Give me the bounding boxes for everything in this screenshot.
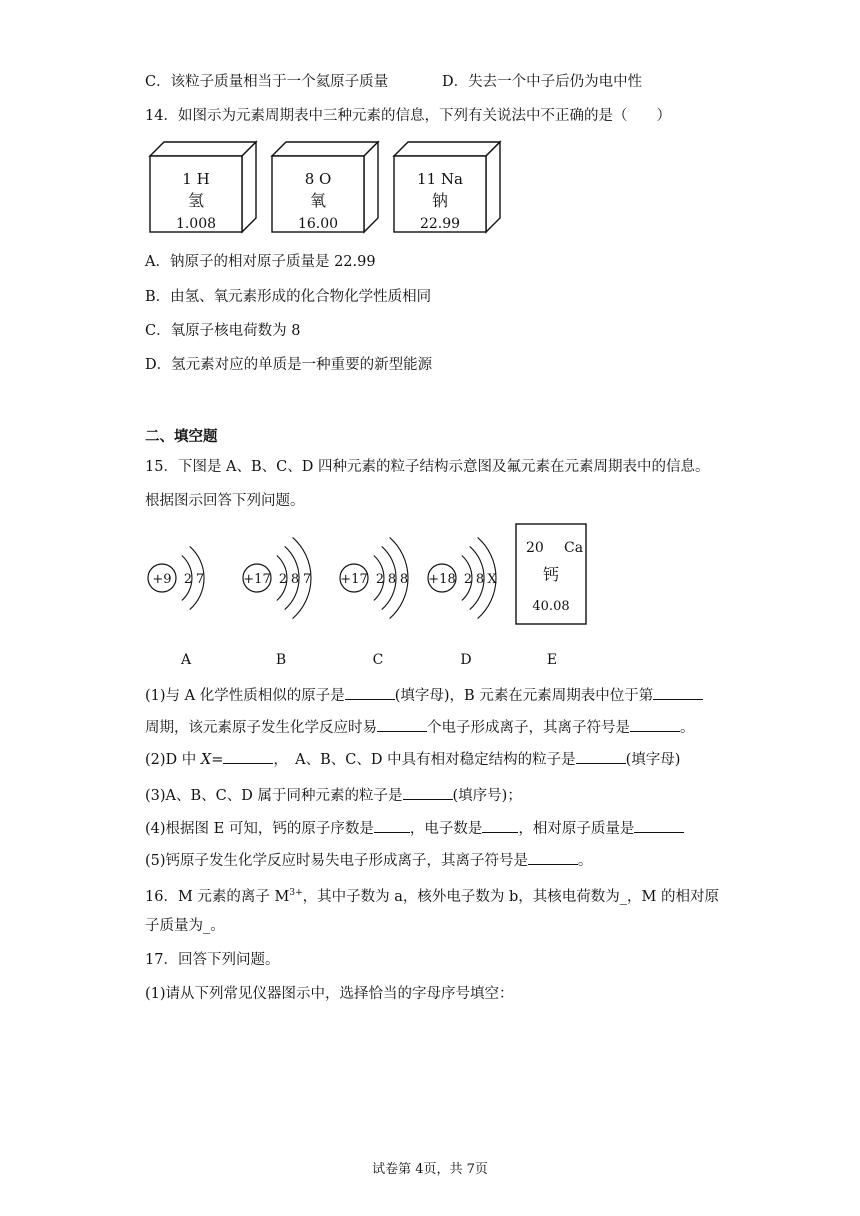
q13-option-d: D．失去一个中子后仍为电中性 [442, 74, 643, 90]
answer-blank[interactable] [403, 785, 453, 800]
q17-stem: 17．回答下列问题。 [145, 952, 280, 968]
answer-blank[interactable] [345, 685, 395, 700]
card-top-face [394, 142, 500, 156]
q15-part-4: (4)根据图 E 可知，钙的原子序数是 ，电子数是 ，相对原子质量是 [145, 818, 684, 839]
q14-option-d: D．氢元素对应的单质是一种重要的新型能源 [145, 357, 433, 373]
q15-part-3: (3)A、B、C、D 属于同种元素的粒子是 (填序号)； [145, 785, 522, 806]
answer-blank[interactable] [653, 685, 703, 700]
answer-blank[interactable] [377, 717, 427, 732]
element-card [394, 142, 500, 232]
element-name: 钠 [431, 191, 449, 210]
shell-electron-count: 2 [463, 572, 473, 587]
shell-electron-count: 8 [290, 572, 300, 587]
shell-electron-count: 7 [302, 572, 312, 587]
shell-electron-count: 7 [195, 572, 205, 587]
card-side-face [486, 142, 500, 232]
q15-part-1-line-2: 周期，该元素原子发生化学反应时易 个电子形成离子，其离子符号是 。 [145, 717, 695, 738]
element-mass: 16.00 [297, 216, 339, 232]
diagram-label: B [275, 652, 287, 668]
q14-option-b: B．由氢、氧元素形成的化合物化学性质相同 [145, 289, 432, 305]
element-number: 20 [526, 540, 544, 556]
card-top-face [272, 142, 378, 156]
q16-line-2: 子质量为_。 [145, 918, 225, 934]
nucleus-charge: +17 [340, 572, 368, 587]
atom-diagram [428, 537, 497, 668]
answer-blank[interactable] [528, 850, 578, 865]
atom-diagram [243, 537, 311, 668]
element-card-e [516, 524, 586, 668]
shell-electron-count: 8 [475, 572, 485, 587]
nucleus-charge: +17 [243, 572, 271, 587]
q14-option-c: C．氧原子核电荷数为 8 [145, 323, 301, 339]
element-mass: 22.99 [419, 216, 461, 232]
element-number-symbol: 11 Na [417, 170, 463, 188]
q15-part-2: (2)D 中 X= ， A、B、C、D 中具有相对稳定结构的粒子是 (填字母) [145, 749, 680, 770]
q13-option-c: C．该粒子质量相当于一个氦原子质量 [145, 74, 389, 90]
element-card [272, 142, 378, 232]
shell-electron-count: 8 [399, 572, 409, 587]
nucleus-charge: +9 [152, 572, 172, 587]
element-name: 氧 [309, 191, 327, 210]
answer-blank[interactable] [223, 749, 273, 764]
shell-electron-count: 2 [183, 572, 193, 587]
q17-part-1: (1)请从下列常见仪器图示中，选择恰当的字母序号填空： [145, 986, 514, 1002]
atom-diagram [340, 537, 408, 668]
card-side-face [364, 142, 378, 232]
element-mass: 40.08 [532, 599, 570, 614]
element-mass: 1.008 [175, 216, 217, 232]
shell-electron-count: 8 [387, 572, 397, 587]
q16-line-1: 16．M 元素的离子 $M^{3+}$，其中子数为 a，核外电子数为 b，其核电荷数为_，M 的相对原 [145, 888, 720, 905]
element-name: 氢 [187, 191, 205, 210]
page-footer: 试卷第 4页，共 7页 [372, 1162, 488, 1177]
diagram-label: D [460, 652, 472, 668]
shell-electron-count: 2 [375, 572, 385, 587]
nucleus-charge: +18 [428, 572, 456, 587]
shell-electron-count: X [487, 572, 497, 587]
element-name: 钙 [542, 565, 560, 584]
q14-stem: 14．如图示为元素周期表中三种元素的信息，下列有关说法中不正确的是（ ） [145, 108, 671, 124]
answer-blank[interactable] [634, 818, 684, 833]
q15-stem-2: 根据图示回答下列问题。 [145, 493, 305, 509]
element-number-symbol: 1 H [182, 170, 210, 188]
q14-element-cards [146, 138, 506, 238]
q15-stem-1: 15．下图是 A、B、C、D 四种元素的粒子结构示意图及氟元素在元素周期表中的信息。 [145, 459, 710, 475]
q15-atom-diagrams [140, 518, 600, 678]
diagram-label: C [372, 652, 384, 668]
diagram-label: A [180, 652, 192, 668]
q15-part-1-line-1: (1)与 A 化学性质相似的原子是 (填字母)，B 元素在元素周期表中位于第 [145, 685, 703, 706]
atom-diagram [148, 546, 204, 668]
q14-option-a: A．钠原子的相对原子质量是 22.99 [145, 254, 376, 270]
section-title: 二、填空题 [145, 428, 218, 445]
card-top-face [150, 142, 256, 156]
element-symbol: Ca [564, 540, 584, 556]
card-side-face [242, 142, 256, 232]
answer-blank[interactable] [374, 818, 410, 833]
diagram-label: E [546, 652, 558, 668]
answer-blank[interactable] [630, 717, 680, 732]
element-number-symbol: 8 O [304, 170, 332, 188]
q15-part-5: (5)钙原子发生化学反应时易失电子形成离子，其离子符号是 。 [145, 850, 593, 871]
shell-electron-count: 2 [278, 572, 288, 587]
answer-blank[interactable] [576, 749, 626, 764]
answer-blank[interactable] [482, 818, 518, 833]
element-card [150, 142, 256, 232]
